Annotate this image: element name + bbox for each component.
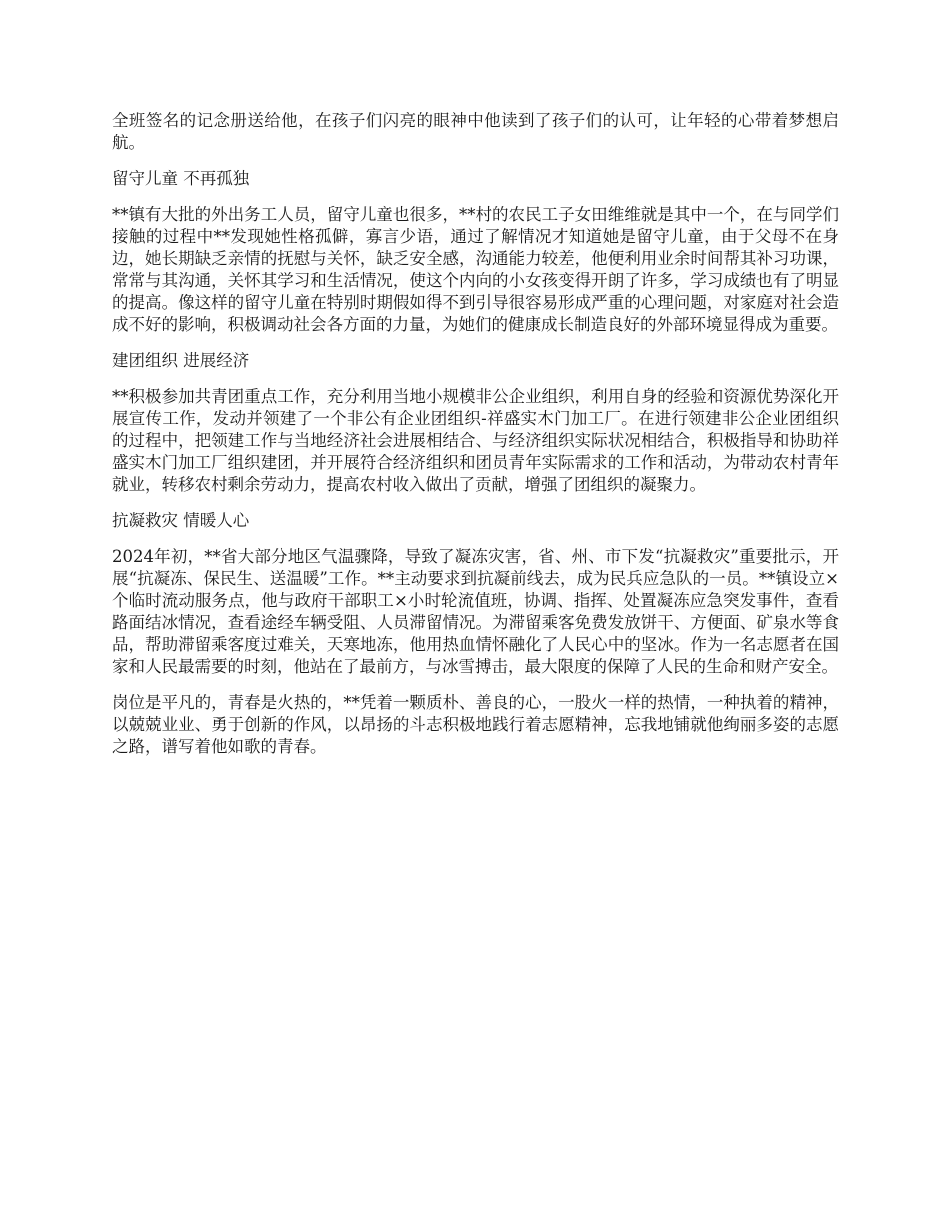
paragraph-intro: 全班签名的记念册送给他，在孩子们闪亮的眼神中他读到了孩子们的认可，让年轻的心带着梦想启航。 [112, 111, 839, 152]
paragraph-conclusion: 岗位是平凡的，青春是火热的，**凭着一颗质朴、善良的心，一股火一样的热情，一种执着的精神，以兢兢业业、勇于创新的作风，以昂扬的斗志积极地践行着志愿精神，忘我地铺就他绚丽多姿的志愿之路，谱写着他如歌的青春。 [112, 693, 839, 756]
paragraph-left-behind-children: **镇有大批的外出务工人员，留守儿童也很多，**村的农民工子女田维维就是其中一个，在与同学们接触的过程中**发现她性格孤僻，寡言少语，通过了解情况才知道她是留守儿童，由于父母不在身边，她长期缺乏亲情的抚慰与关怀，缺乏安全感，沟通能力较差，他便利用业余时间帮其补习功课，常常与其沟通，关怀其学习和生活情况，使这个内向的小女孩变得开朗了许多，学习成绩也有了明显的提高。像这样的留守儿童在特别时期假如得不到引导很容易形成严重的心理问题，对家庭对社会造成不好的影响，积极调动社会各方面的力量，为她们的健康成长制造良好的外部环境显得成为重要。 [112, 205, 839, 334]
paragraph-disaster-relief: 2024年初，**省大部分地区气温骤降，导致了凝冻灾害，省、州、市下发“抗凝救灾”重要批示，开展“抗凝冻、保民生、送温暖”工作。**主动要求到抗凝前线去，成为民兵应急队的一员。**镇设立×个临时流动服务点，他与政府干部职工×小时轮流值班，协调、指挥、处置凝冻应急突发事件，查看路面结冰情况，查看途经车辆受阻、人员滞留情况。为滞留乘客免费发放饼干、方便面、矿泉水等食品，帮助滞留乘客度过难关，天寒地冻，他用热血情怀融化了人民心中的坚冰。作为一名志愿者在国家和人民最需要的时刻，他站在了最前方，与冰雪搏击，最大限度的保障了人民的生命和财产安全。 [112, 547, 839, 676]
section-heading-disaster-relief: 抗凝救灾 情暖人心 [112, 511, 250, 530]
section-heading-league-organization: 建团组织 进展经济 [112, 351, 250, 370]
document-page [112, 110, 839, 772]
paragraph-league-organization: **积极参加共青团重点工作，充分利用当地小规模非公企业组织，利用自身的经验和资源优势深化开展宣传工作，发动并领建了一个非公有企业团组织-祥盛实木门加工厂。在进行领建非公企业团组织的过程中，把领建工作与当地经济社会进展相结合、与经济组织实际状况相结合，积极指导和协助祥盛实木门加工厂组织建团，并开展符合经济组织和团员青年实际需求的工作和活动，为带动农村青年就业，转移农村剩余劳动力，提高农村收入做出了贡献，增强了团组织的凝聚力。 [112, 387, 839, 494]
section-heading-left-behind-children: 留守儿童 不再孤独 [112, 169, 250, 188]
